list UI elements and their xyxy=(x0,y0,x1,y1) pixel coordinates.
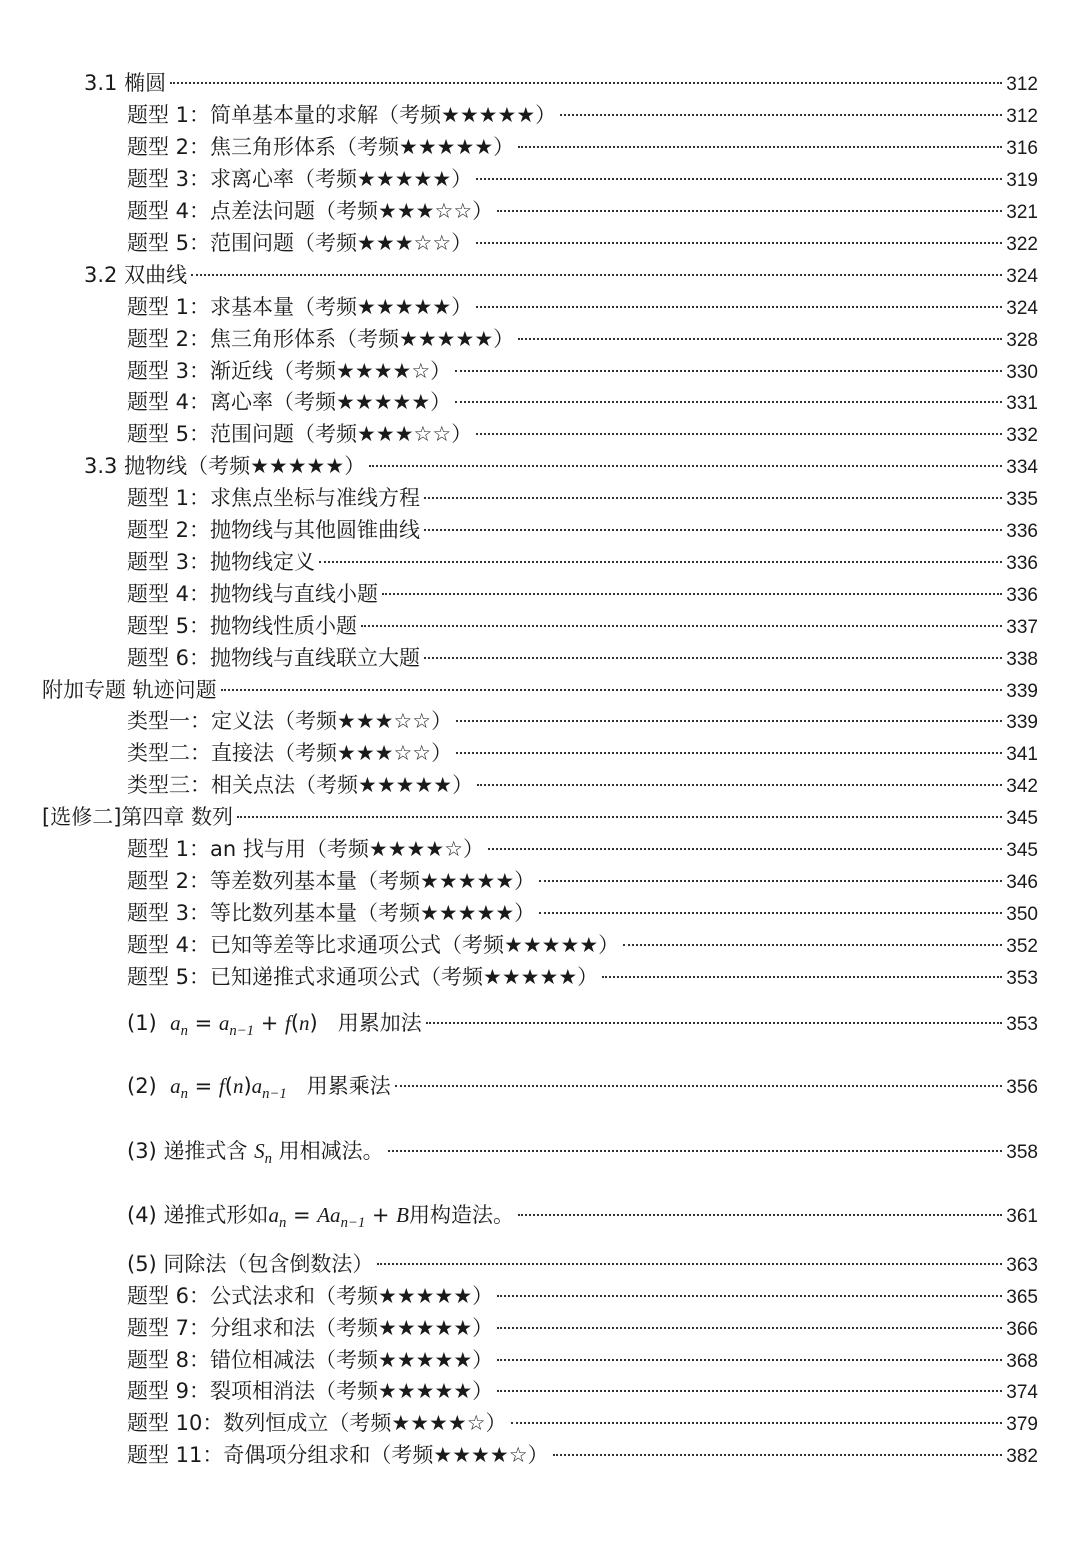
toc-entry[interactable] xyxy=(127,131,1038,163)
page-number: 312 xyxy=(1006,74,1038,95)
page-number: 324 xyxy=(1006,298,1038,319)
entry-label: 题型 5：抛物线性质小题 xyxy=(127,614,358,638)
toc-entry[interactable] xyxy=(127,737,1038,769)
toc-entry[interactable] xyxy=(127,1135,1038,1167)
dot-leader xyxy=(221,689,1003,691)
toc-entry[interactable] xyxy=(127,163,1038,195)
entry-label: 题型 2：焦三角形体系（考频★★★★★） xyxy=(127,327,515,351)
entry-label: 题型 3：求离心率（考频★★★★★） xyxy=(127,167,473,191)
dot-leader xyxy=(476,242,1002,244)
dot-leader xyxy=(237,816,1002,818)
page-number: 345 xyxy=(1006,808,1038,829)
dot-leader xyxy=(477,784,1002,786)
dot-leader xyxy=(388,1150,1003,1152)
toc-entry[interactable] xyxy=(127,1407,1038,1439)
toc-entry[interactable] xyxy=(42,801,1038,833)
page-number: 341 xyxy=(1006,744,1038,765)
dot-leader xyxy=(424,497,1002,499)
page-number: 346 xyxy=(1006,872,1038,893)
formula-an-construct: $a_n$ xyxy=(268,1203,287,1232)
toc-entry[interactable] xyxy=(42,674,1038,706)
page-number: 353 xyxy=(1006,968,1038,989)
page-number: 322 xyxy=(1006,234,1038,255)
toc-entry[interactable] xyxy=(127,578,1038,610)
page-number: 337 xyxy=(1006,617,1038,638)
page-number: 345 xyxy=(1006,840,1038,861)
toc-entry[interactable] xyxy=(127,323,1038,355)
entry-label: 题型 4：点差法问题（考频★★★☆☆） xyxy=(127,199,494,223)
dot-leader xyxy=(456,752,1002,754)
entry-label: 附加专题 轨迹问题 xyxy=(42,678,217,702)
dot-leader xyxy=(539,880,1002,882)
dot-leader xyxy=(497,1359,1002,1361)
entry-label: 题型 5：已知递推式求通项公式（考频★★★★★） xyxy=(127,965,599,989)
page-number: 330 xyxy=(1006,362,1038,383)
formula-an-sum: $a_n$ xyxy=(170,1011,188,1040)
page-number: 353 xyxy=(1006,1014,1038,1035)
toc-entry[interactable] xyxy=(127,291,1038,323)
entry-label: 题型 2：抛物线与其他圆锥曲线 xyxy=(127,518,421,542)
entry-label: (5) 同除法（包含倒数法） xyxy=(127,1252,374,1276)
page-number: 316 xyxy=(1006,138,1038,159)
dot-leader xyxy=(369,465,1002,467)
dot-leader xyxy=(511,1422,1003,1424)
entry-label: 类型三：相关点法（考频★★★★★） xyxy=(127,773,474,797)
page-number: 368 xyxy=(1006,1351,1038,1372)
dot-leader xyxy=(560,114,1002,116)
page-number: 365 xyxy=(1006,1287,1038,1308)
page-number: 328 xyxy=(1006,330,1038,351)
page-number: 374 xyxy=(1006,1382,1038,1403)
entry-label: 题型 6：公式法求和（考频★★★★★） xyxy=(127,1284,494,1308)
dot-leader xyxy=(382,593,1002,595)
toc-entry[interactable] xyxy=(127,1439,1038,1471)
entry-label: 3.2 双曲线 xyxy=(84,263,188,287)
page-number: 382 xyxy=(1006,1446,1038,1467)
formula-sn: $S_n$ xyxy=(254,1139,272,1168)
dot-leader xyxy=(518,146,1002,148)
dot-leader xyxy=(518,338,1002,340)
toc-entry[interactable] xyxy=(127,610,1038,642)
toc-entry[interactable] xyxy=(127,1070,1038,1102)
page-number: 379 xyxy=(1006,1414,1038,1435)
page-number: 336 xyxy=(1006,553,1038,574)
entry-label: 题型 1：简单基本量的求解（考频★★★★★） xyxy=(127,103,557,127)
dot-leader xyxy=(361,625,1002,627)
toc-entry[interactable] xyxy=(127,642,1038,674)
entry-label: 题型 3：抛物线定义 xyxy=(127,550,316,574)
toc-entry[interactable] xyxy=(127,355,1038,387)
entry-label: 3.3 抛物线（考频★★★★★） xyxy=(84,454,366,478)
toc-entry[interactable] xyxy=(127,1007,1038,1039)
dot-leader xyxy=(455,370,1002,372)
entry-label: 类型一：定义法（考频★★★☆☆） xyxy=(127,709,453,733)
toc-entry[interactable] xyxy=(127,1248,1038,1280)
toc-entry[interactable] xyxy=(127,1312,1038,1344)
page-number: 363 xyxy=(1006,1255,1038,1276)
toc-entry[interactable] xyxy=(84,259,1038,291)
dot-leader xyxy=(191,274,1002,276)
toc-entry[interactable] xyxy=(127,1344,1038,1376)
dot-leader xyxy=(170,82,1002,84)
entry-label: 题型 11：奇偶项分组求和（考频★★★★☆） xyxy=(127,1443,549,1467)
entry-label: 题型 4：已知等差等比求通项公式（考频★★★★★） xyxy=(127,933,620,957)
entry-label: 题型 2：焦三角形体系（考频★★★★★） xyxy=(127,135,515,159)
entry-label: 题型 5：范围问题（考频★★★☆☆） xyxy=(127,231,473,255)
page-number: 361 xyxy=(1006,1206,1038,1227)
toc-entry[interactable] xyxy=(127,99,1038,131)
entry-label: 题型 9：裂项相消法（考频★★★★★） xyxy=(127,1379,494,1403)
entry-label: 题型 3：渐近线（考频★★★★☆） xyxy=(127,359,452,383)
toc-entry[interactable] xyxy=(127,897,1038,929)
dot-leader xyxy=(319,561,1002,563)
page-number: 331 xyxy=(1006,393,1038,414)
entry-label: 题型 1：求基本量（考频★★★★★） xyxy=(127,295,473,319)
page-number: 339 xyxy=(1006,712,1038,733)
entry-label: (3) 递推式含 $S_n$ 用相减法。 xyxy=(127,1139,384,1168)
entry-label: 题型 4：抛物线与直线小题 xyxy=(127,582,379,606)
page-number: 366 xyxy=(1006,1319,1038,1340)
page-number: 338 xyxy=(1006,649,1038,670)
entry-label: 3.1 椭圆 xyxy=(84,71,167,95)
toc-entry[interactable] xyxy=(127,929,1038,961)
toc-entry[interactable] xyxy=(127,514,1038,546)
dot-leader xyxy=(497,1327,1002,1329)
dot-leader xyxy=(497,1390,1002,1392)
entry-label: 题型 1：an 找与用（考频★★★★☆） xyxy=(127,837,485,861)
dot-leader xyxy=(476,306,1002,308)
dot-leader xyxy=(539,912,1002,914)
toc-entry[interactable] xyxy=(127,833,1038,865)
entry-label: 题型 1：求焦点坐标与准线方程 xyxy=(127,486,421,510)
dot-leader xyxy=(497,210,1002,212)
entry-label: (2) $a_n = f(n)a_{n-1}$ 用累乘法 xyxy=(127,1074,391,1103)
page-number: 312 xyxy=(1006,106,1038,127)
entry-label: 题型 10：数列恒成立（考频★★★★☆） xyxy=(127,1411,507,1435)
toc-entry[interactable] xyxy=(127,546,1038,578)
page-number: 356 xyxy=(1006,1077,1038,1098)
toc-entry[interactable] xyxy=(127,418,1038,450)
page-number: 336 xyxy=(1006,585,1038,606)
toc-entry[interactable] xyxy=(127,227,1038,259)
entry-label: 题型 8：错位相减法（考频★★★★★） xyxy=(127,1348,494,1372)
dot-leader xyxy=(476,178,1002,180)
toc-entry[interactable] xyxy=(127,1199,1038,1231)
entry-label: (1) $a_n = a_{n-1} + f(n)$ 用累加法 xyxy=(127,1011,422,1040)
dot-leader xyxy=(518,1214,1002,1216)
page-number: 334 xyxy=(1006,457,1038,478)
dot-leader xyxy=(424,529,1002,531)
dot-leader xyxy=(455,401,1002,403)
dot-leader xyxy=(456,720,1002,722)
toc-entry[interactable] xyxy=(127,705,1038,737)
page-number: 324 xyxy=(1006,266,1038,287)
page-number: 319 xyxy=(1006,170,1038,191)
toc-entry[interactable] xyxy=(127,482,1038,514)
dot-leader xyxy=(377,1263,1002,1265)
toc-entry[interactable] xyxy=(127,195,1038,227)
dot-leader xyxy=(424,657,1002,659)
page-number: 335 xyxy=(1006,489,1038,510)
page-number: 352 xyxy=(1006,936,1038,957)
dot-leader xyxy=(623,944,1002,946)
page-number: 350 xyxy=(1006,904,1038,925)
entry-label: [选修二]第四章 数列 xyxy=(42,805,234,829)
page-number: 358 xyxy=(1006,1142,1038,1163)
toc-entry[interactable] xyxy=(84,67,1038,99)
page-number: 342 xyxy=(1006,776,1038,797)
entry-label: 题型 7：分组求和法（考频★★★★★） xyxy=(127,1316,494,1340)
entry-label: 类型二：直接法（考频★★★☆☆） xyxy=(127,741,453,765)
dot-leader xyxy=(488,848,1002,850)
dot-leader xyxy=(497,1295,1002,1297)
dot-leader xyxy=(395,1085,1003,1087)
dot-leader xyxy=(602,976,1002,978)
entry-label: 题型 6：抛物线与直线联立大题 xyxy=(127,646,421,670)
toc-entry[interactable] xyxy=(127,386,1038,418)
toc-entry[interactable] xyxy=(127,1280,1038,1312)
toc-entry[interactable] xyxy=(127,961,1038,993)
entry-label: 题型 4：离心率（考频★★★★★） xyxy=(127,390,452,414)
entry-label: 题型 2：等差数列基本量（考频★★★★★） xyxy=(127,869,536,893)
dot-leader xyxy=(553,1454,1003,1456)
entry-label: 题型 3：等比数列基本量（考频★★★★★） xyxy=(127,901,536,925)
toc-entry[interactable] xyxy=(84,450,1038,482)
dot-leader xyxy=(476,433,1002,435)
page-number: 339 xyxy=(1006,681,1038,702)
page-number: 321 xyxy=(1006,202,1038,223)
entry-label: 题型 5：范围问题（考频★★★☆☆） xyxy=(127,422,473,446)
toc-entry[interactable] xyxy=(127,1375,1038,1407)
page-number: 336 xyxy=(1006,521,1038,542)
formula-an-product: $a_n$ xyxy=(170,1074,188,1103)
page-number: 332 xyxy=(1006,425,1038,446)
dot-leader xyxy=(426,1022,1003,1024)
entry-label: (4) 递推式形如$a_n = Aa_{n-1} + B$用构造法。 xyxy=(127,1203,514,1232)
toc-entry[interactable] xyxy=(127,865,1038,897)
toc-entry[interactable] xyxy=(127,769,1038,801)
